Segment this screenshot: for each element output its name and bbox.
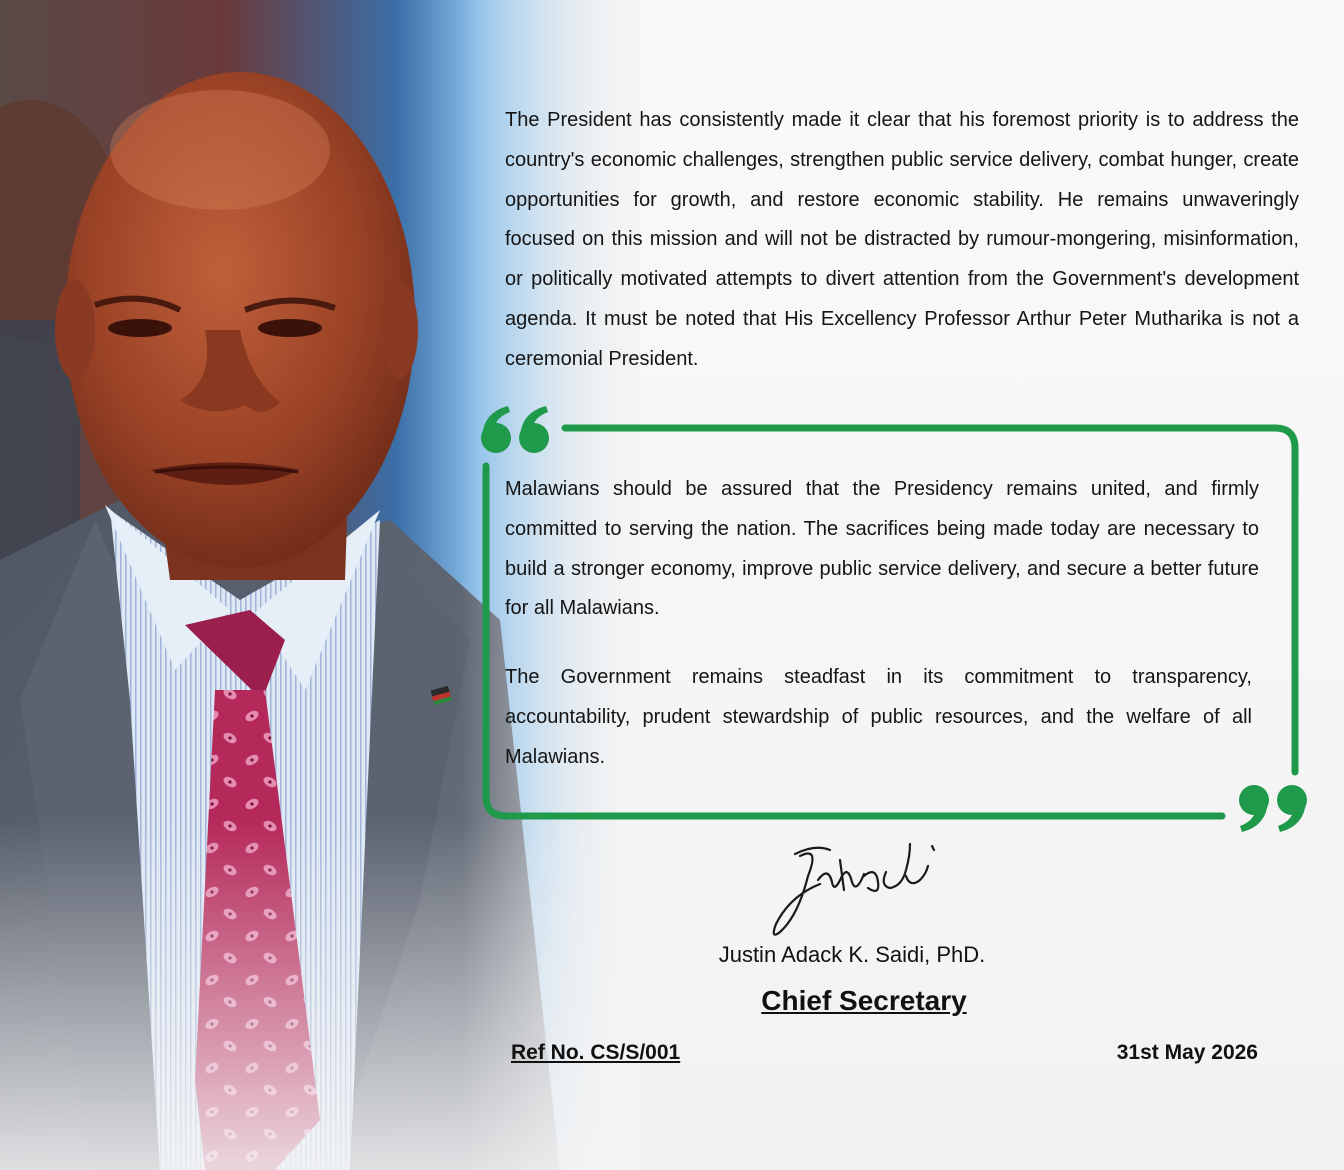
- document-date: 31st May 2026: [1116, 1041, 1258, 1064]
- intro-paragraph: The President has consistently made it clear that his foremost priority is to address the country's economic challenges, strengthen public service delivery, combat hunger, create opportunities for growth, and restore economic stability. He remains unwaveringly focused on this mission and will not be distracted by rumour-mongering, misinformation, or politically motivated attempts to divert attention from the Government's development agenda. It must be noted that His Excellency Professor Arthur Peter Mutharika is not a ceremonial President.: [505, 109, 1299, 370]
- reference-number: Ref No. CS/S/001: [511, 1041, 681, 1064]
- close-quote-icon: [1232, 780, 1312, 838]
- signer-name: Justin Adack K. Saidi, PhD.: [718, 942, 986, 967]
- quote-paragraph-2: The Government remains steadfast in its commitment to transparency, accountability, prudent stewardship of public resources, and the welfare of all Malawians.: [505, 666, 1252, 768]
- handwritten-signature: [760, 836, 950, 946]
- signer-name-row: [0, 942, 1344, 968]
- open-quote-icon: [478, 400, 558, 458]
- signer-title: Chief Secretary: [761, 985, 967, 1016]
- quote-paragraph-1: Malawians should be assured that the Presidency remains united, and firmly committed to serving the nation. The sacrifices being made today are necessary to build a stronger economy, improve public service delivery, and secure a better future for all Malawians.: [505, 478, 1259, 620]
